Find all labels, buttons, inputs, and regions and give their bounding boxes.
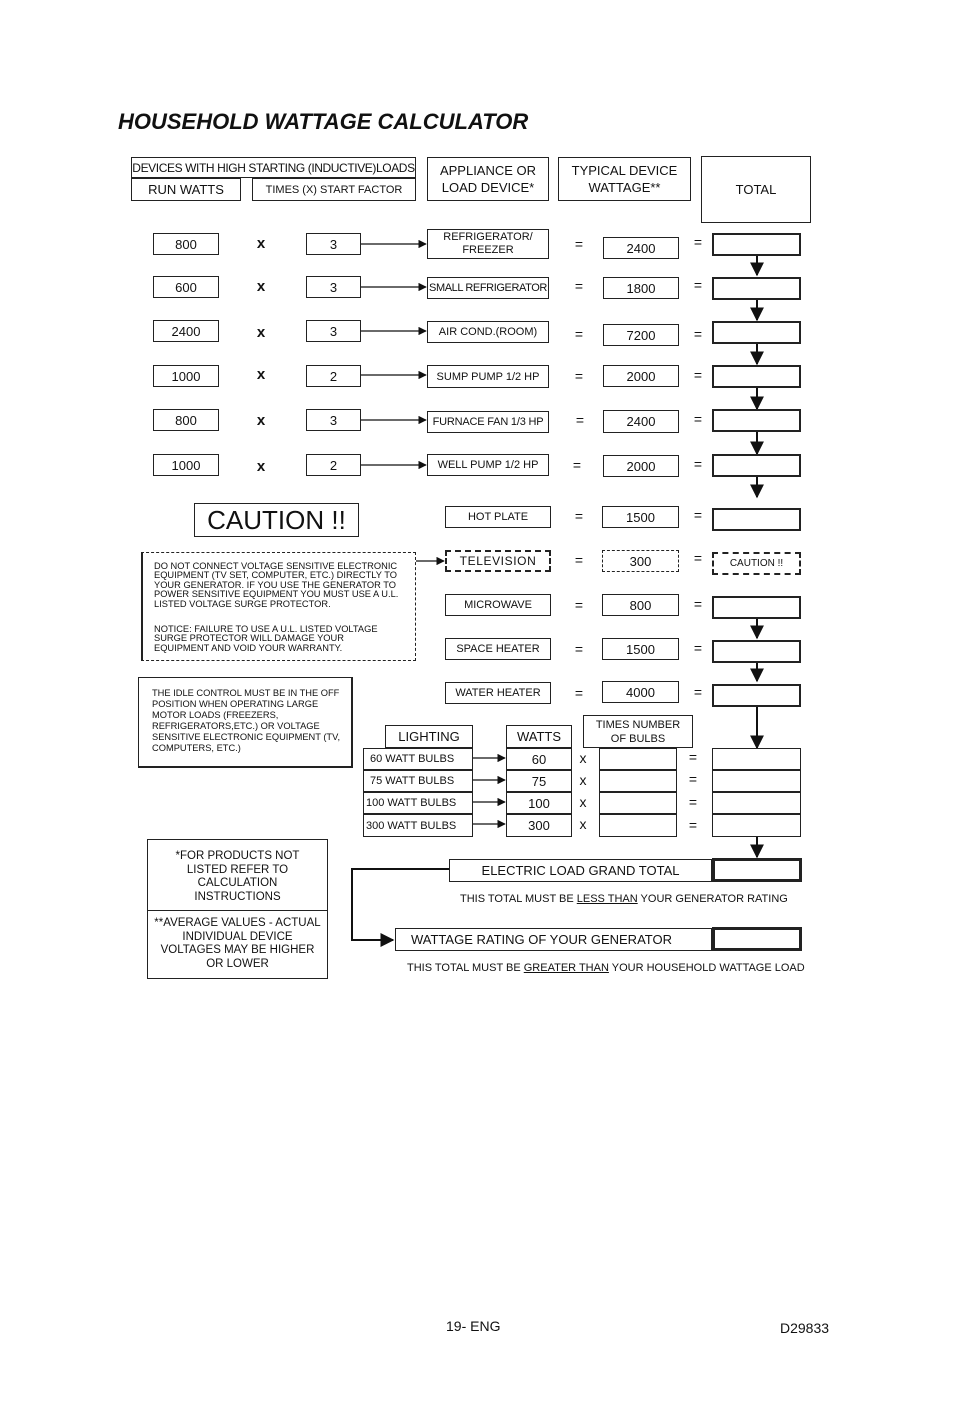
appliance-label: SUMP PUMP 1/2 HP xyxy=(436,370,540,383)
run-watts-value xyxy=(153,409,219,431)
voltage-warning-text: DO NOT CONNECT VOLTAGE SENSITIVE ELECTRONIC EQUIPMENT (TV SET, COMPUTER, ETC.) DIRECTLY TO YOUR GENERATOR. IF YOU USE THE GENERATOR TO POWER SENSITIVE EQUIPMENT YOU MUST USE A U.L. LISTED VOLTAGE SURGE PROTECTOR. xyxy=(154,561,399,609)
equals-operator: = xyxy=(688,794,698,810)
total-entry-field[interactable] xyxy=(712,233,801,256)
bulb-label: 60 WATT BULBS xyxy=(370,753,455,765)
appliance-hot-plate xyxy=(445,506,551,528)
products-not-listed-note: *FOR PRODUCTS NOT LISTED REFER TO CALCULATION INSTRUCTIONS xyxy=(175,850,300,903)
bulb-watts-text: 75 xyxy=(531,773,547,789)
bulb-watts-value xyxy=(506,770,572,792)
bulb-label: 300 WATT BULBS xyxy=(366,819,457,832)
grand-total-label: ELECTRIC LOAD GRAND TOTAL xyxy=(481,863,680,878)
times-operator: x xyxy=(256,458,266,475)
run-watts-text: 1000 xyxy=(171,368,201,384)
equals-operator: = xyxy=(693,367,703,383)
typical-wattage-value xyxy=(602,506,679,528)
appliance-label: FURNACE FAN 1/3 HP xyxy=(432,416,544,428)
note-emphasis: LESS THAN xyxy=(576,893,638,905)
appliance-television xyxy=(445,550,551,572)
appliance-label: HOT PLATE xyxy=(467,511,529,523)
equals-operator: = xyxy=(693,277,703,293)
appliance-refrigerator-freezer xyxy=(427,229,549,259)
watts-header xyxy=(506,725,572,748)
typical-wattage-value xyxy=(603,277,679,299)
typical-wattage-text: 2000 xyxy=(626,368,656,384)
start-factor-value xyxy=(306,365,361,387)
total-entry-field[interactable] xyxy=(712,640,801,663)
run-watts-value xyxy=(153,320,219,342)
lighting-header xyxy=(385,725,473,748)
appliance-label: TELEVISION xyxy=(459,554,537,568)
equals-operator: = xyxy=(693,326,703,342)
start-factor-value xyxy=(306,233,361,255)
typical-wattage-value xyxy=(602,681,679,703)
typical-wattage-text: 1800 xyxy=(626,280,656,296)
start-factor-text: 3 xyxy=(329,412,338,428)
typical-wattage-text: 4000 xyxy=(626,684,655,700)
total-entry-field[interactable] xyxy=(712,454,801,477)
run-watts-label: RUN WATTS xyxy=(148,182,224,197)
total-entry-field[interactable] xyxy=(712,409,801,432)
typical-wattage-text: 2400 xyxy=(626,414,656,429)
start-factor-text: 3 xyxy=(329,236,338,252)
bulb-watts-text: 60 xyxy=(531,751,547,767)
start-factor-text: 2 xyxy=(329,368,338,384)
times-operator: x xyxy=(256,366,266,383)
lighting-header-text: LIGHTING xyxy=(398,729,460,744)
typical-wattage-value xyxy=(603,237,679,259)
equals-operator: = xyxy=(693,456,703,472)
generator-rating-field[interactable] xyxy=(712,927,802,951)
generator-rating-label: WATTAGE RATING OF YOUR GENERATOR xyxy=(411,932,672,947)
note-prefix: THIS TOTAL MUST BE xyxy=(460,893,577,905)
bulb-count-field[interactable] xyxy=(599,792,677,814)
times-operator: x xyxy=(256,324,266,341)
bulb-watts-text: 300 xyxy=(528,818,550,833)
lighting-row-100 xyxy=(363,792,473,814)
devices-high-starting-label: DEVICES WITH HIGH STARTING (INDUCTIVE)LOADS xyxy=(132,160,415,175)
bulb-watts-text: 100 xyxy=(528,795,550,811)
appliance-header-line2: LOAD DEVICE* xyxy=(441,180,535,195)
run-watts-text: 800 xyxy=(175,236,197,252)
typical-wattage-value xyxy=(603,365,679,387)
appliance-line1: REFRIGERATOR/ xyxy=(443,231,533,243)
lighting-total-field[interactable] xyxy=(712,770,801,792)
appliance-microwave xyxy=(445,594,551,616)
appliance-line2: FREEZER xyxy=(462,244,514,256)
equals-operator: = xyxy=(693,550,703,566)
times-bulbs-line2: OF BULBS xyxy=(610,732,666,745)
appliance-label: WATER HEATER xyxy=(455,687,541,699)
typical-wattage-value xyxy=(602,550,679,572)
caution-heading-text: CAUTION !! xyxy=(207,504,346,535)
grand-total-note xyxy=(460,893,788,905)
equals-operator: = xyxy=(574,278,584,294)
appliance-water-heater xyxy=(445,682,551,704)
run-watts-value xyxy=(153,454,219,476)
equals-operator: = xyxy=(693,234,703,250)
equals-operator: = xyxy=(574,508,584,524)
equals-operator: = xyxy=(688,817,698,833)
run-watts-value xyxy=(153,276,219,298)
total-entry-field[interactable] xyxy=(712,365,801,388)
note-suffix: YOUR GENERATOR RATING xyxy=(637,893,788,905)
appliance-label: SPACE HEATER xyxy=(456,643,540,655)
appliance-label: SMALL REFRIGERATOR xyxy=(429,282,547,294)
lighting-row-300 xyxy=(363,814,473,837)
start-factor-value xyxy=(306,276,361,298)
total-entry-field[interactable] xyxy=(712,508,801,531)
bulb-watts-value xyxy=(506,792,572,814)
lighting-row-75 xyxy=(363,770,473,792)
lighting-row-60 xyxy=(363,748,473,770)
bulb-label: 75 WATT BULBS xyxy=(370,775,455,787)
note-suffix: YOUR HOUSEHOLD WATTAGE LOAD xyxy=(608,962,805,974)
lighting-total-field[interactable] xyxy=(712,792,801,814)
document-id: D29833 xyxy=(780,1320,830,1336)
times-operator: x xyxy=(256,412,266,429)
bulb-label: 100 WATT BULBS xyxy=(366,797,457,809)
bulb-count-field[interactable] xyxy=(599,770,677,792)
footnote-divider xyxy=(148,910,327,911)
appliance-sump-pump xyxy=(427,365,549,388)
start-factor-text: 3 xyxy=(329,279,338,295)
times-bulbs-line1: TIMES NUMBER xyxy=(595,718,681,731)
total-caution-field[interactable] xyxy=(712,552,801,575)
typical-wattage-text: 2000 xyxy=(626,458,656,474)
total-caution-text: CAUTION !! xyxy=(729,558,784,569)
times-bulbs-header xyxy=(583,715,693,748)
total-entry-field[interactable] xyxy=(712,321,801,344)
appliance-space-heater xyxy=(445,638,551,660)
appliance-furnace-fan xyxy=(427,411,549,433)
total-entry-field[interactable] xyxy=(712,684,801,707)
run-watts-text: 800 xyxy=(175,412,197,428)
generator-rating-note xyxy=(407,962,805,974)
times-operator: x xyxy=(256,278,266,295)
appliance-header-line1: APPLIANCE OR xyxy=(439,163,537,178)
page-title: HOUSEHOLD WATTAGE CALCULATOR xyxy=(118,109,529,134)
appliance-well-pump xyxy=(427,454,549,476)
run-watts-value xyxy=(153,365,219,387)
times-operator: x xyxy=(579,772,587,788)
bulb-count-field[interactable] xyxy=(599,814,677,837)
typical-wattage-text: 1500 xyxy=(626,509,655,525)
equals-operator: = xyxy=(693,684,703,700)
typical-wattage-text: 2400 xyxy=(626,240,656,256)
bulb-watts-value xyxy=(506,814,572,837)
typical-wattage-value xyxy=(603,455,679,477)
bulb-count-field[interactable] xyxy=(599,748,677,770)
bulb-watts-value xyxy=(506,748,572,770)
watts-header-text: WATTS xyxy=(516,729,562,744)
times-operator: x xyxy=(256,235,266,252)
caution-heading xyxy=(194,503,359,537)
typical-wattage-text: 7200 xyxy=(626,327,656,343)
total-entry-field[interactable] xyxy=(712,596,801,619)
equals-operator: = xyxy=(574,685,584,701)
appliance-label: MICROWAVE xyxy=(464,599,532,611)
equals-operator: = xyxy=(688,771,698,787)
appliance-air-cond xyxy=(427,321,549,343)
note-prefix: THIS TOTAL MUST BE xyxy=(407,962,524,974)
typical-wattage-text: 800 xyxy=(629,597,652,613)
times-operator: x xyxy=(579,794,587,810)
typical-wattage-text: 300 xyxy=(629,553,652,569)
equals-operator: = xyxy=(693,507,703,523)
times-operator: x xyxy=(579,750,587,766)
lighting-total-field[interactable] xyxy=(712,748,801,770)
start-factor-text: 3 xyxy=(329,323,338,339)
run-watts-text: 2400 xyxy=(171,323,201,339)
start-factor-value xyxy=(306,454,361,476)
typical-wattage-line2: WATTAGE** xyxy=(588,180,661,195)
equals-operator: = xyxy=(572,457,582,473)
idle-control-note xyxy=(138,677,353,768)
total-entry-field[interactable] xyxy=(712,277,801,300)
equals-operator: = xyxy=(574,552,584,568)
typical-wattage-text: 1500 xyxy=(626,641,655,657)
run-watts-text: 600 xyxy=(175,279,197,295)
footnotes-box xyxy=(147,839,328,979)
equals-operator: = xyxy=(688,749,698,765)
typical-wattage-line1: TYPICAL DEVICE xyxy=(571,163,678,178)
generator-rating-label-box xyxy=(395,928,712,951)
appliance-label: WELL PUMP 1/2 HP xyxy=(437,459,539,471)
typical-wattage-value xyxy=(603,410,679,433)
start-factor-value xyxy=(306,320,361,342)
equals-operator: = xyxy=(693,596,703,612)
warranty-notice-text: NOTICE: FAILURE TO USE A U.L. LISTED VOLTAGE SURGE PROTECTOR WILL DAMAGE YOUR EQUIPMENT AND VOID YOUR WARRANTY. xyxy=(154,624,378,653)
appliance-small-refrigerator xyxy=(427,277,549,299)
equals-operator: = xyxy=(693,640,703,656)
average-values-note: **AVERAGE VALUES - ACTUAL INDIVIDUAL DEVICE VOLTAGES MAY BE HIGHER OR LOWER xyxy=(154,917,321,970)
equals-operator: = xyxy=(574,641,584,657)
times-operator: x xyxy=(579,816,587,832)
run-watts-value xyxy=(153,233,219,255)
equals-operator: = xyxy=(693,411,703,427)
equals-operator: = xyxy=(574,236,584,252)
grand-total-label-box xyxy=(449,859,712,882)
note-emphasis: GREATER THAN xyxy=(523,962,609,974)
voltage-warning-box xyxy=(141,552,416,661)
start-factor-value xyxy=(306,409,361,431)
run-watts-text: 1000 xyxy=(171,457,201,473)
total-label: TOTAL xyxy=(735,182,777,197)
equals-operator: = xyxy=(574,368,584,384)
start-factor-text: 2 xyxy=(329,457,338,473)
lighting-total-field[interactable] xyxy=(712,814,801,837)
typical-wattage-value xyxy=(602,594,679,616)
page-number: 19- ENG xyxy=(446,1318,501,1334)
appliance-label: AIR COND.(ROOM) xyxy=(438,326,538,338)
equals-operator: = xyxy=(575,412,585,428)
grand-total-field[interactable] xyxy=(712,858,802,882)
typical-wattage-value xyxy=(603,324,679,346)
equals-operator: = xyxy=(574,326,584,342)
equals-operator: = xyxy=(574,597,584,613)
typical-wattage-value xyxy=(602,638,679,660)
start-factor-label: TIMES (X) START FACTOR xyxy=(265,183,403,196)
idle-control-text: THE IDLE CONTROL MUST BE IN THE OFF POSITION WHEN OPERATING LARGE MOTOR LOADS (FREEZERS, REFRIGERATORS,ETC.) OR VOLTAGE SENSITIVE ELECTRONIC EQUIPMENT (TV, COMPUTERS, ETC.) xyxy=(152,688,341,753)
